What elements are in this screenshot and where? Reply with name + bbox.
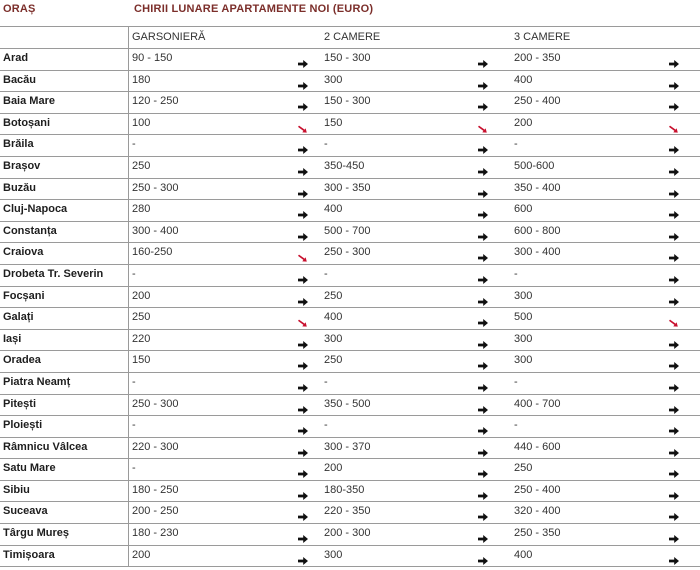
rent-value: 400 bbox=[324, 203, 343, 216]
rent-value: - bbox=[132, 462, 136, 475]
city-name: Timișoara bbox=[3, 548, 55, 561]
city-name: Sibiu bbox=[3, 483, 30, 496]
rent-value: 440 - 600 bbox=[514, 440, 561, 453]
rent-value: - bbox=[514, 419, 518, 432]
rent-value: - bbox=[132, 375, 136, 388]
rent-value: 250 bbox=[132, 311, 151, 324]
arrow-right-icon bbox=[669, 444, 679, 452]
rent-value: 250 - 400 bbox=[514, 95, 561, 108]
arrow-right-icon bbox=[478, 508, 488, 516]
arrow-down-icon bbox=[298, 249, 308, 257]
arrow-right-icon bbox=[478, 314, 488, 322]
table-row bbox=[0, 91, 700, 113]
rent-value: 300 bbox=[514, 289, 533, 302]
arrow-right-icon bbox=[478, 357, 488, 365]
arrow-right-icon bbox=[669, 336, 679, 344]
city-name: Satu Mare bbox=[3, 462, 56, 475]
rent-value: 350-450 bbox=[324, 159, 365, 172]
city-name: Piatra Neamț bbox=[3, 375, 71, 388]
rent-value: 200 - 350 bbox=[514, 52, 561, 64]
rent-value: 300 - 370 bbox=[324, 440, 371, 453]
arrow-down-icon bbox=[298, 314, 308, 322]
rent-value: - bbox=[132, 138, 136, 151]
rent-value: 350 - 500 bbox=[324, 397, 371, 410]
rent-value: - bbox=[514, 267, 518, 280]
arrow-right-icon bbox=[478, 228, 488, 236]
arrow-right-icon bbox=[478, 249, 488, 257]
table-row bbox=[0, 286, 700, 308]
arrow-right-icon bbox=[298, 163, 308, 171]
city-name: Galați bbox=[3, 311, 34, 324]
table-row bbox=[0, 415, 700, 437]
arrow-right-icon bbox=[669, 163, 679, 171]
arrow-right-icon bbox=[669, 249, 679, 257]
rent-value: 220 - 300 bbox=[132, 440, 179, 453]
rent-value: 400 bbox=[514, 73, 533, 86]
city-name: Brașov bbox=[3, 159, 41, 172]
arrow-right-icon bbox=[669, 206, 679, 214]
rent-value: 300 - 350 bbox=[324, 181, 371, 194]
table-body bbox=[0, 48, 700, 567]
column-header-3-rooms: 3 CAMERE bbox=[514, 31, 571, 43]
arrow-right-icon bbox=[669, 98, 679, 106]
rent-value: - bbox=[132, 419, 136, 432]
rent-value: 400 bbox=[514, 548, 533, 561]
table-row bbox=[0, 70, 700, 92]
arrow-right-icon bbox=[298, 77, 308, 85]
city-name: Oradea bbox=[3, 354, 41, 367]
rent-value: 200 - 250 bbox=[132, 505, 179, 518]
rent-value: 90 - 150 bbox=[132, 52, 173, 64]
table-row bbox=[0, 480, 700, 502]
table-row bbox=[0, 372, 700, 394]
rent-value: 250 - 350 bbox=[514, 527, 561, 540]
rent-value: 600 - 800 bbox=[514, 224, 561, 237]
rent-value: 300 - 400 bbox=[514, 246, 561, 259]
rent-value: 180 - 230 bbox=[132, 527, 179, 540]
arrow-right-icon bbox=[478, 163, 488, 171]
city-name: Botoșani bbox=[3, 116, 51, 129]
table-row bbox=[0, 221, 700, 243]
rent-value: 220 - 350 bbox=[324, 505, 371, 518]
arrow-right-icon bbox=[298, 271, 308, 279]
rent-value: 250 - 300 bbox=[132, 181, 179, 194]
arrow-right-icon bbox=[298, 141, 308, 149]
city-name: Târgu Mureș bbox=[3, 527, 70, 540]
rent-value: 180-350 bbox=[324, 483, 365, 496]
arrow-down-icon bbox=[669, 314, 679, 322]
table-row bbox=[0, 199, 700, 221]
arrow-right-icon bbox=[669, 357, 679, 365]
rent-value: - bbox=[324, 138, 328, 151]
arrow-right-icon bbox=[478, 444, 488, 452]
arrow-right-icon bbox=[478, 141, 488, 149]
city-name: Buzău bbox=[3, 181, 36, 194]
arrow-right-icon bbox=[298, 401, 308, 409]
arrow-down-icon bbox=[298, 120, 308, 128]
rent-value: 250 bbox=[324, 289, 343, 302]
arrow-right-icon bbox=[478, 206, 488, 214]
rent-value: 300 bbox=[324, 73, 343, 86]
rent-value: - bbox=[514, 375, 518, 388]
rent-value: - bbox=[514, 138, 518, 151]
rent-value: 300 bbox=[324, 332, 343, 345]
table-row bbox=[0, 48, 700, 70]
arrow-right-icon bbox=[478, 487, 488, 495]
arrow-right-icon bbox=[478, 336, 488, 344]
rent-value: 250 - 300 bbox=[324, 246, 371, 259]
rent-value: 100 bbox=[132, 116, 151, 129]
arrow-down-icon bbox=[669, 120, 679, 128]
rent-value: 300 - 400 bbox=[132, 224, 179, 237]
rent-value: 350 - 400 bbox=[514, 181, 561, 194]
rent-value: - bbox=[324, 375, 328, 388]
city-name: Craiova bbox=[3, 246, 44, 259]
table-row bbox=[0, 242, 700, 264]
table-header bbox=[0, 0, 700, 26]
rent-value: 250 bbox=[324, 354, 343, 367]
arrow-right-icon bbox=[478, 77, 488, 85]
arrow-right-icon bbox=[298, 357, 308, 365]
arrow-right-icon bbox=[669, 465, 679, 473]
arrow-right-icon bbox=[298, 530, 308, 538]
rent-value: 280 bbox=[132, 203, 151, 216]
arrow-right-icon bbox=[478, 55, 488, 63]
city-name: Râmnicu Vâlcea bbox=[3, 440, 88, 453]
rent-value: 120 - 250 bbox=[132, 95, 179, 108]
city-name: Focșani bbox=[3, 289, 45, 302]
rent-value: 320 - 400 bbox=[514, 505, 561, 518]
city-name: Ploiești bbox=[3, 419, 43, 432]
subheader-row bbox=[0, 26, 700, 48]
rent-value: 250 bbox=[514, 462, 533, 475]
column-header-2-rooms: 2 CAMERE bbox=[324, 31, 381, 43]
table-row bbox=[0, 523, 700, 545]
table-row bbox=[0, 545, 700, 568]
arrow-right-icon bbox=[478, 465, 488, 473]
rent-value: - bbox=[324, 267, 328, 280]
rent-value: 200 bbox=[132, 548, 151, 561]
arrow-right-icon bbox=[669, 508, 679, 516]
rent-value: 300 bbox=[514, 332, 533, 345]
arrow-right-icon bbox=[298, 228, 308, 236]
arrow-right-icon bbox=[298, 98, 308, 106]
city-name: Brăila bbox=[3, 138, 34, 151]
arrow-right-icon bbox=[298, 206, 308, 214]
city-name: Arad bbox=[3, 52, 29, 64]
rent-value: 300 bbox=[324, 548, 343, 561]
table-row bbox=[0, 350, 700, 372]
rent-value: 500 - 700 bbox=[324, 224, 371, 237]
rent-value: 250 - 400 bbox=[514, 483, 561, 496]
arrow-right-icon bbox=[478, 293, 488, 301]
city-name: Iași bbox=[3, 332, 22, 345]
arrow-right-icon bbox=[669, 185, 679, 193]
table-row bbox=[0, 307, 700, 329]
rent-value: 200 - 300 bbox=[324, 527, 371, 540]
arrow-right-icon bbox=[478, 422, 488, 430]
rent-value: 160-250 bbox=[132, 246, 173, 259]
table-row bbox=[0, 329, 700, 351]
arrow-right-icon bbox=[669, 55, 679, 63]
arrow-right-icon bbox=[478, 271, 488, 279]
rent-value: 400 - 700 bbox=[514, 397, 561, 410]
arrow-right-icon bbox=[298, 508, 308, 516]
arrow-right-icon bbox=[669, 422, 679, 430]
rent-value: 220 bbox=[132, 332, 151, 345]
table-row bbox=[0, 394, 700, 416]
rent-value: 200 bbox=[324, 462, 343, 475]
table-row bbox=[0, 458, 700, 480]
city-name: Pitești bbox=[3, 397, 37, 410]
table-row bbox=[0, 501, 700, 523]
arrow-down-icon bbox=[478, 120, 488, 128]
arrow-right-icon bbox=[298, 55, 308, 63]
rent-value: 250 - 300 bbox=[132, 397, 179, 410]
arrow-right-icon bbox=[298, 293, 308, 301]
arrow-right-icon bbox=[478, 98, 488, 106]
city-name: Cluj-Napoca bbox=[3, 203, 68, 216]
rent-value: 250 bbox=[132, 159, 151, 172]
rent-value: 300 bbox=[514, 354, 533, 367]
city-name: Constanța bbox=[3, 224, 57, 237]
rent-value: 500-600 bbox=[514, 159, 555, 172]
city-name: Baia Mare bbox=[3, 95, 55, 108]
arrow-right-icon bbox=[298, 422, 308, 430]
city-column-header: ORAȘ bbox=[3, 3, 36, 15]
arrow-right-icon bbox=[478, 379, 488, 387]
rent-value: 150 bbox=[132, 354, 151, 367]
rent-value: 200 bbox=[514, 116, 533, 129]
arrow-right-icon bbox=[298, 444, 308, 452]
table-row bbox=[0, 113, 700, 135]
arrow-right-icon bbox=[478, 401, 488, 409]
rent-value: 180 bbox=[132, 73, 151, 86]
table-row bbox=[0, 178, 700, 200]
arrow-right-icon bbox=[669, 379, 679, 387]
rent-value: 500 bbox=[514, 311, 533, 324]
table-row bbox=[0, 264, 700, 286]
arrow-right-icon bbox=[669, 401, 679, 409]
arrow-right-icon bbox=[669, 530, 679, 538]
city-name: Drobeta Tr. Severin bbox=[3, 267, 104, 280]
arrow-right-icon bbox=[669, 293, 679, 301]
arrow-right-icon bbox=[669, 552, 679, 560]
rent-value: - bbox=[132, 267, 136, 280]
arrow-right-icon bbox=[478, 552, 488, 560]
arrow-right-icon bbox=[298, 487, 308, 495]
rent-value: 150 bbox=[324, 116, 343, 129]
table-row bbox=[0, 437, 700, 459]
rent-value: 150 - 300 bbox=[324, 52, 371, 64]
rent-value: 400 bbox=[324, 311, 343, 324]
rent-value: - bbox=[324, 419, 328, 432]
arrow-right-icon bbox=[298, 185, 308, 193]
rent-value: 180 - 250 bbox=[132, 483, 179, 496]
table-title: CHIRII LUNARE APARTAMENTE NOI (EURO) bbox=[134, 3, 374, 15]
arrow-right-icon bbox=[298, 336, 308, 344]
arrow-right-icon bbox=[669, 228, 679, 236]
table-row bbox=[0, 134, 700, 156]
city-name: Bacău bbox=[3, 73, 37, 86]
arrow-right-icon bbox=[298, 552, 308, 560]
arrow-right-icon bbox=[298, 465, 308, 473]
arrow-right-icon bbox=[669, 271, 679, 279]
arrow-right-icon bbox=[478, 185, 488, 193]
arrow-right-icon bbox=[669, 141, 679, 149]
arrow-right-icon bbox=[669, 487, 679, 495]
arrow-right-icon bbox=[669, 77, 679, 85]
rent-value: 150 - 300 bbox=[324, 95, 371, 108]
arrow-right-icon bbox=[298, 379, 308, 387]
rent-value: 600 bbox=[514, 203, 533, 216]
arrow-right-icon bbox=[478, 530, 488, 538]
column-header-studio: GARSONIERĂ bbox=[132, 31, 206, 43]
table-row bbox=[0, 156, 700, 178]
city-name: Suceava bbox=[3, 505, 48, 518]
column-divider bbox=[128, 26, 129, 567]
rent-value: 200 bbox=[132, 289, 151, 302]
